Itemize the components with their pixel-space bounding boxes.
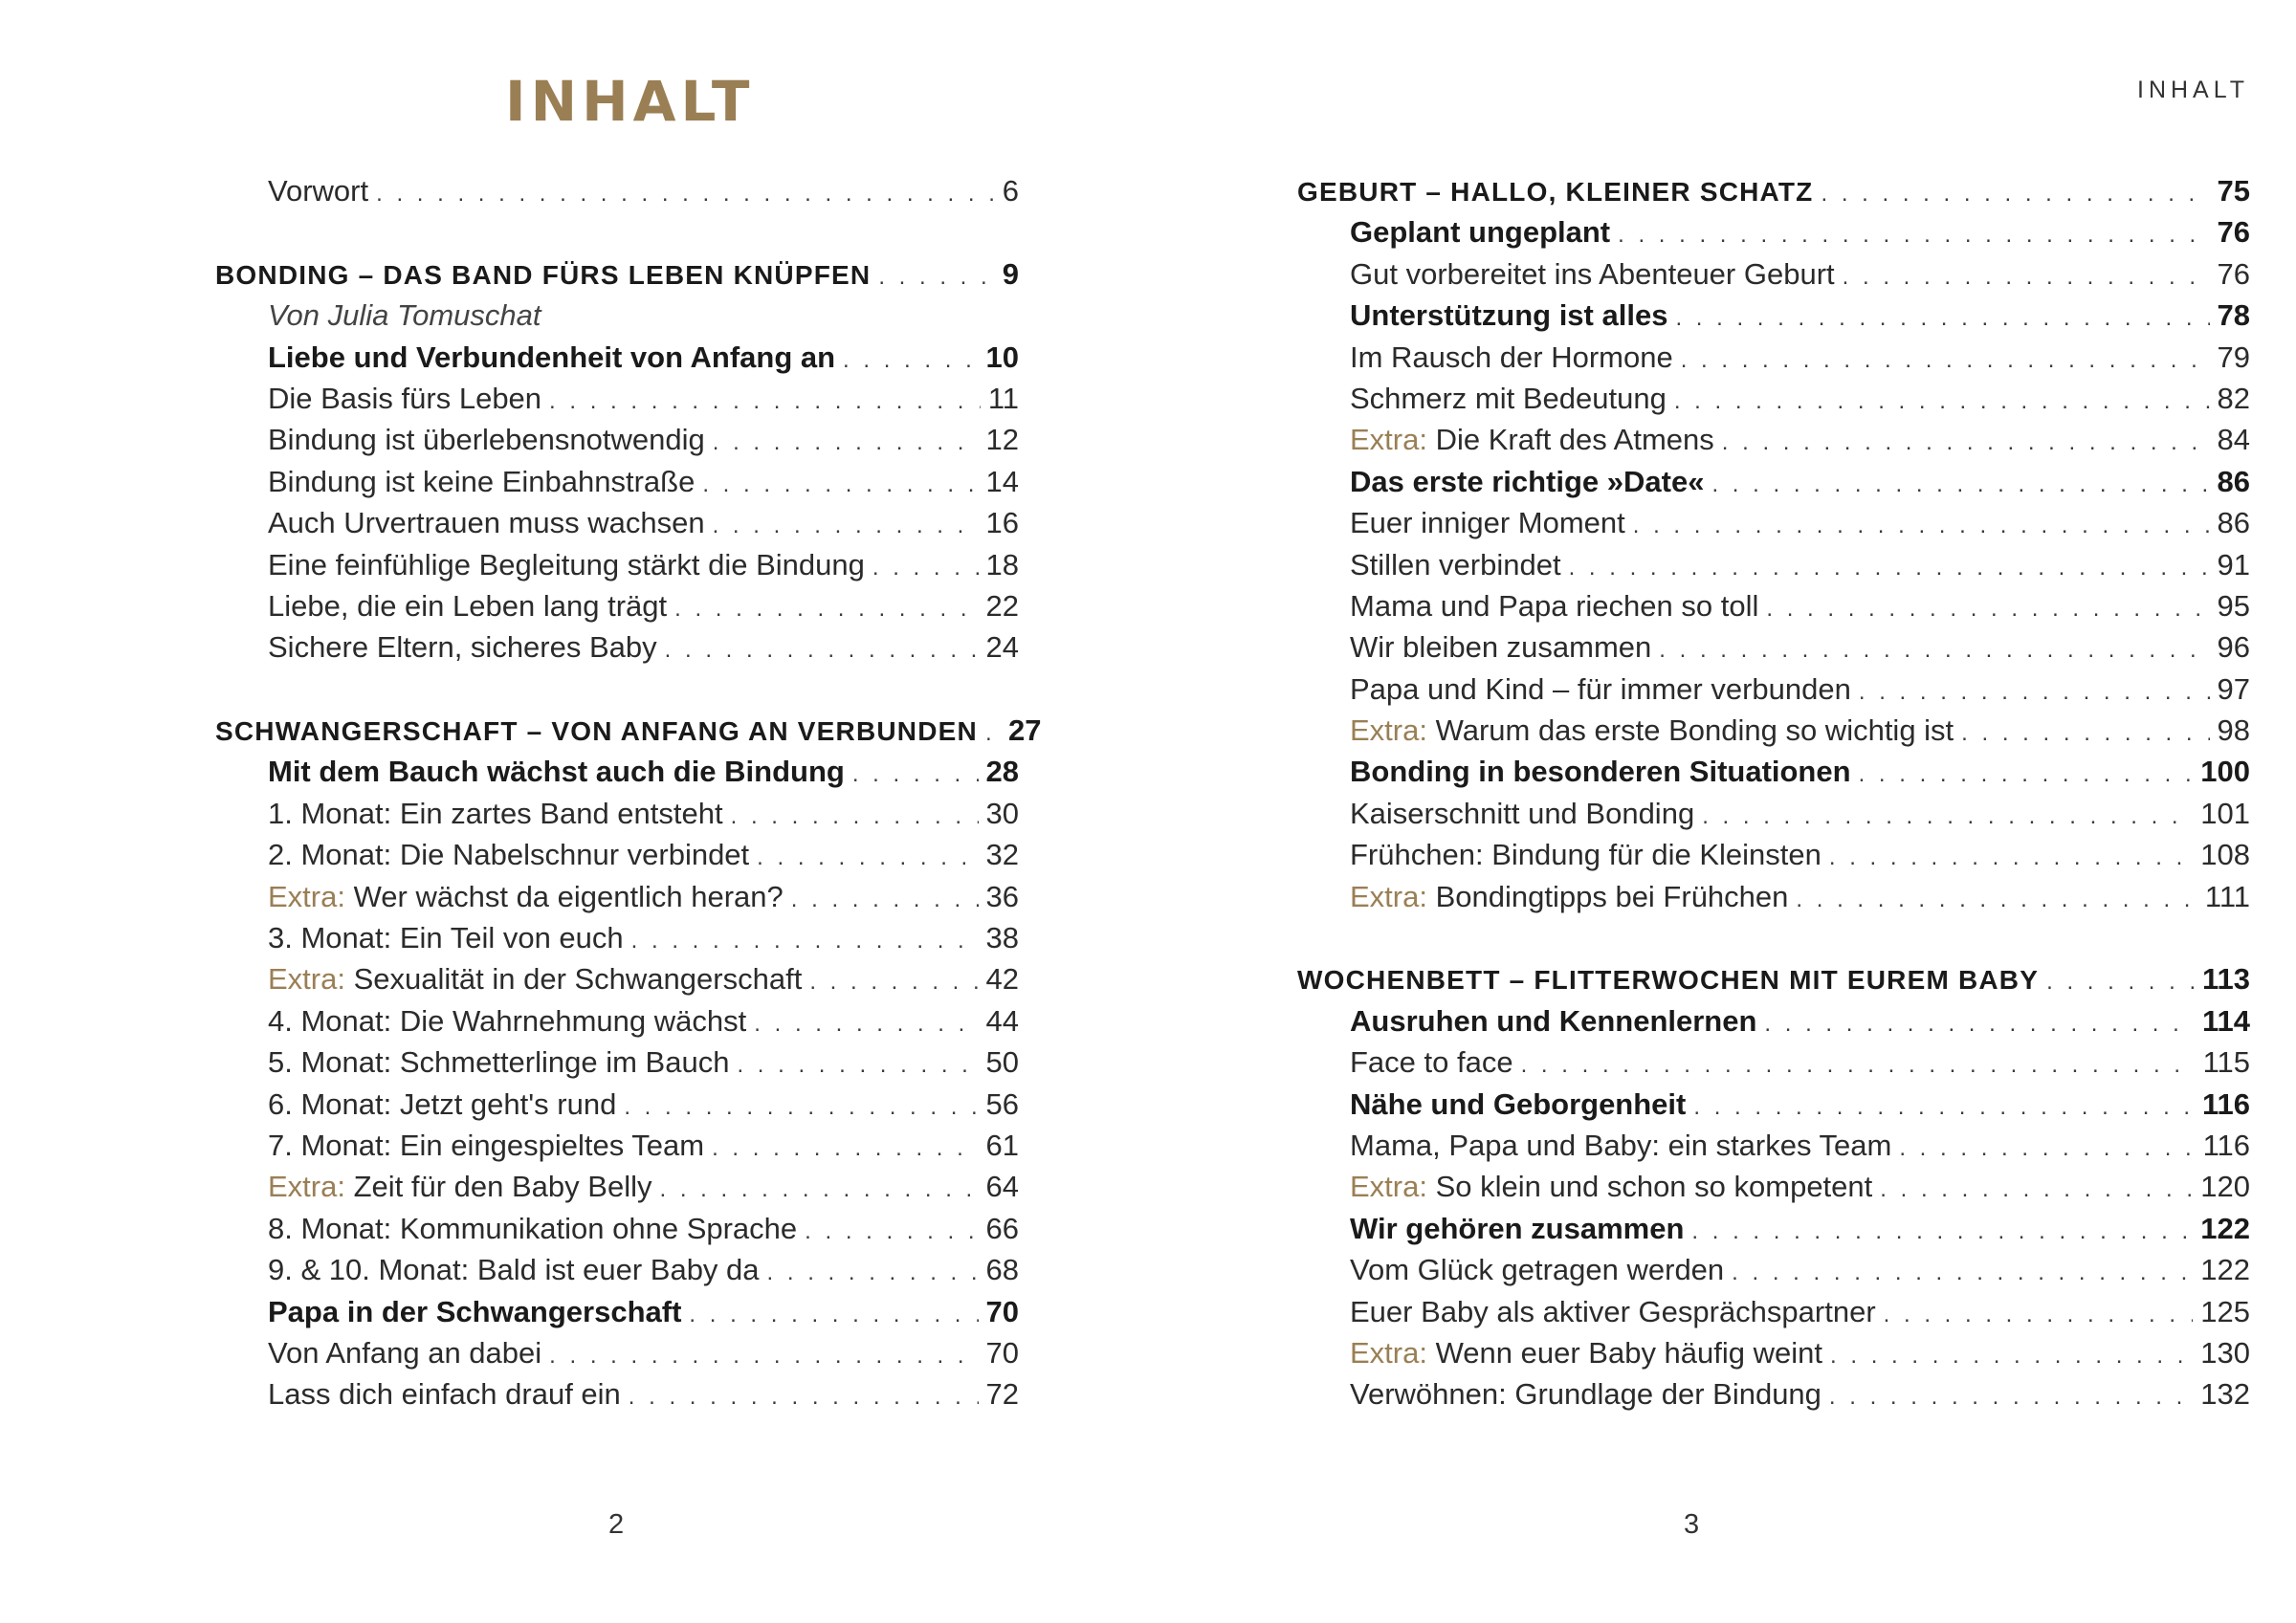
toc-page-number: 116 xyxy=(2202,1128,2250,1162)
toc-entry-text: Nähe und Geborgenheit xyxy=(1350,1086,1687,1121)
dot-leader xyxy=(1961,713,2209,754)
toc-page-number: 30 xyxy=(985,796,1019,830)
toc-entry-text: 2. Monat: Die Nabelschnur verbindet xyxy=(268,838,750,872)
toc-entry xyxy=(215,1332,1019,1373)
toc-entry-title xyxy=(268,585,667,626)
dot-leader xyxy=(1764,1003,2195,1044)
toc-page-number: 101 xyxy=(2200,796,2250,830)
dot-leader xyxy=(665,629,979,670)
page-number: 3 xyxy=(1684,1509,1700,1540)
toc-entry-text: SCHWANGERSCHAFT – VON ANFANG AN VERBUNDEN xyxy=(215,716,978,747)
toc-entry-text: Sichere Eltern, sicheres Baby xyxy=(268,630,657,665)
toc-entry xyxy=(1297,337,2250,378)
dot-leader xyxy=(805,1211,978,1252)
toc-entry xyxy=(1297,710,2250,751)
dot-leader xyxy=(1675,297,2209,339)
toc-entry-text: Bindung ist überlebensnotwendig xyxy=(268,423,705,457)
toc-page-number: 96 xyxy=(2217,630,2250,665)
toc-page-number: 78 xyxy=(2217,298,2250,333)
toc-page-number: 122 xyxy=(2200,1211,2250,1245)
toc-entry-title xyxy=(1350,544,1561,585)
toc-page-number: 91 xyxy=(2217,547,2250,581)
extra-label: Extra: xyxy=(268,1170,345,1204)
toc-entry-title xyxy=(268,419,705,460)
toc-entry xyxy=(1297,461,2250,502)
dot-leader xyxy=(757,837,978,878)
dot-leader xyxy=(1633,505,2210,546)
toc-entry xyxy=(1297,669,2250,710)
toc-entry xyxy=(215,461,1019,502)
toc-entry-text: Bindung ist keine Einbahnstraße xyxy=(268,464,695,498)
toc-entry-title xyxy=(1350,1208,1684,1249)
dot-leader xyxy=(1766,588,2209,629)
page-title: INHALT xyxy=(505,69,755,134)
dot-leader xyxy=(1732,1252,2193,1293)
toc-entry-text: Zeit für den Baby Belly xyxy=(353,1170,652,1204)
toc-entry-title xyxy=(1350,502,1625,543)
toc-entry-text: Mama, Papa und Baby: ein starkes Team xyxy=(1350,1128,1892,1162)
dot-leader xyxy=(1899,1128,2195,1169)
toc-entry-title xyxy=(268,378,541,419)
toc-entry-text: 3. Monat: Ein Teil von euch xyxy=(268,921,624,955)
toc-entry-text: 9. & 10. Monat: Bald ist euer Baby da xyxy=(268,1253,760,1287)
toc-entry-text: Wir bleiben zusammen xyxy=(1350,630,1652,665)
toc-page-number: 70 xyxy=(985,1335,1019,1370)
dot-leader xyxy=(1659,629,2209,670)
toc-entry-text: Bondingtipps bei Frühchen xyxy=(1435,879,1789,913)
toc-entry-text: Die Kraft des Atmens xyxy=(1435,423,1714,457)
toc-entry-title xyxy=(1297,959,2039,1000)
toc-entry-title xyxy=(268,876,784,917)
toc-page-number: 38 xyxy=(985,921,1019,955)
toc-entry-text: 8. Monat: Kommunikation ohne Sprache xyxy=(268,1211,798,1245)
toc-entry xyxy=(215,544,1019,585)
dot-leader xyxy=(631,920,979,961)
dot-leader xyxy=(1880,1169,2193,1210)
toc-page-number: 12 xyxy=(985,423,1019,457)
toc-entry-title xyxy=(1350,378,1667,419)
toc-entry-title xyxy=(1350,253,1835,295)
dot-leader xyxy=(549,1335,978,1376)
toc-entry-title xyxy=(1350,585,1758,626)
toc-entry-text: Papa und Kind – für immer verbunden xyxy=(1350,671,1851,706)
toc-entry-title xyxy=(268,1373,621,1415)
toc-entry-text: WOCHENBETT – FLITTERWOCHEN MIT EUREM BABY xyxy=(1297,965,2040,996)
toc-page-number: 130 xyxy=(2200,1335,2250,1370)
toc-entry xyxy=(1297,1332,2250,1373)
toc-entry-text: Gut vorbereitet ins Abenteuer Geburt xyxy=(1350,256,1835,291)
dot-leader xyxy=(731,796,979,837)
dot-leader xyxy=(1830,1335,2193,1376)
extra-label: Extra: xyxy=(1350,1170,1427,1204)
toc-entry xyxy=(215,1373,1019,1415)
toc-page-number: 75 xyxy=(2217,174,2250,208)
toc-entry-title xyxy=(1350,793,1694,834)
toc-entry-title xyxy=(268,1208,797,1249)
toc-entry xyxy=(215,1084,1019,1125)
extra-label: Extra: xyxy=(268,879,345,913)
toc-entry xyxy=(215,1249,1019,1290)
toc-page-number: 108 xyxy=(2200,838,2250,872)
dot-leader xyxy=(376,173,995,214)
toc-entry-text: BONDING – DAS BAND FÜRS LEBEN KNÜPFEN xyxy=(215,259,872,290)
toc-entry xyxy=(215,502,1019,543)
dot-leader xyxy=(1859,671,2210,713)
toc-entry-title xyxy=(268,1000,746,1042)
toc-entry xyxy=(215,1000,1019,1042)
toc-entry xyxy=(215,1166,1019,1207)
toc-entry-title xyxy=(1350,1373,1821,1415)
toc-entry-title xyxy=(1350,1084,1686,1125)
toc-entry xyxy=(215,170,1019,211)
toc-entry-text: Im Rausch der Hormone xyxy=(1350,340,1673,374)
toc-entry-text: Liebe und Verbundenheit von Anfang an xyxy=(268,340,836,374)
toc-entry xyxy=(1297,1125,2250,1166)
toc-entry-text: Bonding in besonderen Situationen xyxy=(1350,755,1851,789)
toc-entry xyxy=(1297,1208,2250,1249)
toc-entry-title xyxy=(1350,626,1651,668)
toc-entry-title xyxy=(268,834,749,875)
dot-leader xyxy=(713,505,979,546)
dot-leader xyxy=(1618,214,2209,255)
toc-entry xyxy=(1297,1249,2250,1290)
toc-entry xyxy=(215,626,1019,668)
toc-entry-title xyxy=(268,626,657,668)
toc-entry-text: Unterstützung ist alles xyxy=(1350,298,1668,333)
toc-entry-text: Face to face xyxy=(1350,1045,1513,1080)
toc-entry xyxy=(215,295,1019,336)
toc-entry xyxy=(215,378,1019,419)
dot-leader xyxy=(809,961,978,1002)
toc-entry-text: Von Anfang an dabei xyxy=(268,1335,542,1370)
toc-entry-title xyxy=(1350,1166,1872,1207)
toc-page-number: 113 xyxy=(2201,962,2250,997)
toc-entry-title xyxy=(1350,337,1673,378)
toc-page-number: 84 xyxy=(2217,423,2250,457)
toc-entry xyxy=(1297,1084,2250,1125)
dot-leader xyxy=(1722,422,2210,463)
toc-page-number: 100 xyxy=(2200,755,2250,789)
toc-entry xyxy=(215,876,1019,917)
toc-entry-text: Euer Baby als aktiver Gesprächspartner xyxy=(1350,1294,1876,1328)
dot-leader xyxy=(1884,1294,2194,1335)
toc-entry-text: Verwöhnen: Grundlage der Bindung xyxy=(1350,1377,1821,1412)
toc-entry-text: Wenn euer Baby häufig weint xyxy=(1435,1335,1823,1370)
toc-page-number: 64 xyxy=(985,1170,1019,1204)
toc-entry-title xyxy=(268,170,368,211)
toc-entry-text: Von Julia Tomuschat xyxy=(268,298,541,333)
toc-entry-title xyxy=(268,1125,704,1166)
table-of-contents-right xyxy=(1297,170,2250,1415)
toc-entry xyxy=(1297,378,2250,419)
toc-entry-text: 6. Monat: Jetzt geht's rund xyxy=(268,1086,617,1121)
toc-entry-text: Wir gehören zusammen xyxy=(1350,1211,1685,1245)
toc-page-number: 10 xyxy=(985,340,1019,374)
dot-leader xyxy=(1674,381,2210,422)
toc-entry-title xyxy=(1350,461,1704,502)
toc-page-number: 9 xyxy=(1002,256,1019,291)
toc-page-number: 116 xyxy=(2201,1086,2250,1121)
extra-label: Extra: xyxy=(1350,879,1427,913)
toc-entry xyxy=(215,751,1019,792)
toc-page-number: 22 xyxy=(985,588,1019,623)
toc-entry xyxy=(215,793,1019,834)
dot-leader xyxy=(754,1003,978,1044)
toc-page-number: 98 xyxy=(2217,713,2250,748)
toc-entry xyxy=(215,1042,1019,1083)
extra-label: Extra: xyxy=(1350,1335,1427,1370)
toc-entry-title xyxy=(268,337,835,378)
toc-entry-title xyxy=(268,295,541,336)
toc-page-number: 24 xyxy=(985,630,1019,665)
dot-leader xyxy=(985,713,1001,754)
toc-entry xyxy=(215,958,1019,999)
toc-page-number: 97 xyxy=(2217,671,2250,706)
dot-leader xyxy=(878,256,994,297)
dot-leader xyxy=(689,1294,978,1335)
toc-entry-title xyxy=(268,958,802,999)
toc-page-number: 76 xyxy=(2217,215,2250,250)
toc-page-number: 86 xyxy=(2217,506,2250,540)
extra-label: Extra: xyxy=(1350,713,1427,748)
extra-label: Extra: xyxy=(1350,423,1427,457)
toc-entry-text: Kaiserschnitt und Bonding xyxy=(1350,796,1695,830)
toc-page-number: 66 xyxy=(985,1211,1019,1245)
dot-leader xyxy=(712,1128,978,1169)
toc-entry xyxy=(1297,876,2250,917)
toc-entry xyxy=(1297,1042,2250,1083)
toc-entry-title xyxy=(268,751,845,792)
toc-entry-text: Mit dem Bauch wächst auch die Bindung xyxy=(268,755,845,789)
toc-entry-text: Euer inniger Moment xyxy=(1350,506,1625,540)
toc-entry xyxy=(1297,544,2250,585)
dot-leader xyxy=(1829,1376,2193,1417)
toc-entry xyxy=(215,585,1019,626)
toc-entry-text: Vom Glück getragen werden xyxy=(1350,1253,1725,1287)
toc-entry xyxy=(1297,211,2250,252)
toc-entry xyxy=(215,1291,1019,1332)
toc-entry-text: GEBURT – HALLO, KLEINER SCHATZ xyxy=(1297,177,1814,207)
page-number: 2 xyxy=(608,1509,625,1540)
toc-entry xyxy=(1297,834,2250,875)
toc-entry xyxy=(1297,253,2250,295)
toc-entry-title xyxy=(1350,669,1851,710)
toc-page-number: 32 xyxy=(985,838,1019,872)
toc-page-number: 76 xyxy=(2217,256,2250,291)
toc-entry-title xyxy=(268,544,865,585)
dot-leader xyxy=(1843,256,2210,297)
toc-entry-title xyxy=(1350,1291,1876,1332)
toc-entry-text: Liebe, die ein Leben lang trägt xyxy=(268,588,668,623)
toc-page-number: 111 xyxy=(2204,879,2250,913)
toc-page-number: 6 xyxy=(1002,174,1019,208)
toc-entry-title xyxy=(215,254,871,296)
toc-entry-text: 7. Monat: Ein eingespieltes Team xyxy=(268,1128,705,1162)
toc-entry-text: Schmerz mit Bedeutung xyxy=(1350,381,1667,415)
toc-entry-title xyxy=(268,461,695,502)
toc-entry xyxy=(1297,1373,2250,1415)
toc-page-number: 36 xyxy=(985,879,1019,913)
toc-section-heading xyxy=(215,253,1019,295)
toc-entry-title xyxy=(1350,834,1821,875)
toc-page-number: 42 xyxy=(985,962,1019,997)
toc-entry-text: Eine feinfühlige Begleitung stärkt die Bindung xyxy=(268,547,865,581)
toc-entry-text: Papa in der Schwangerschaft xyxy=(268,1294,682,1328)
toc-entry-title xyxy=(1350,1042,1513,1083)
toc-entry-text: 4. Monat: Die Wahrnehmung wächst xyxy=(268,1003,747,1038)
toc-entry-title xyxy=(268,1291,681,1332)
toc-page-number: 114 xyxy=(2201,1003,2250,1038)
toc-page-number: 68 xyxy=(985,1253,1019,1287)
dot-leader xyxy=(767,1252,979,1293)
toc-entry xyxy=(1297,502,2250,543)
toc-entry xyxy=(215,419,1019,460)
toc-entry-title xyxy=(1350,295,1667,336)
toc-entry-text: Das erste richtige »Date« xyxy=(1350,464,1705,498)
toc-page-number: 132 xyxy=(2200,1377,2250,1412)
table-of-contents-left xyxy=(215,170,1042,1415)
dot-leader xyxy=(1821,173,2209,214)
toc-entry xyxy=(215,1208,1019,1249)
toc-page-number: 61 xyxy=(985,1128,1019,1162)
dot-leader xyxy=(872,547,979,588)
toc-section-heading xyxy=(1297,170,2250,211)
dot-leader xyxy=(843,340,978,381)
toc-entry-text: Ausruhen und Kennenlernen xyxy=(1350,1003,1757,1038)
toc-entry-text: Sexualität in der Schwangerschaft xyxy=(353,962,803,997)
toc-entry-text: Stillen verbindet xyxy=(1350,547,1561,581)
toc-entry xyxy=(1297,626,2250,668)
toc-page-number: 18 xyxy=(985,547,1019,581)
toc-entry-title xyxy=(215,711,978,752)
toc-entry-title xyxy=(1350,211,1610,252)
toc-entry-text: Geplant ungeplant xyxy=(1350,215,1611,250)
toc-page-number: 70 xyxy=(985,1294,1019,1328)
toc-entry-text: Lass dich einfach drauf ein xyxy=(268,1377,621,1412)
toc-entry xyxy=(1297,793,2250,834)
toc-entry-title xyxy=(268,502,705,543)
toc-entry-text: Warum das erste Bonding so wichtig ist xyxy=(1435,713,1954,748)
dot-leader xyxy=(674,588,978,629)
toc-entry-title xyxy=(268,1332,541,1373)
toc-entry xyxy=(215,917,1019,958)
dot-leader xyxy=(1521,1044,2196,1086)
toc-entry-text: Wer wächst da eigentlich heran? xyxy=(353,879,784,913)
dot-leader xyxy=(624,1086,978,1128)
toc-entry xyxy=(215,834,1019,875)
dot-leader xyxy=(1711,464,2209,505)
toc-entry-title xyxy=(1350,1249,1724,1290)
toc-page-number: 95 xyxy=(2217,588,2250,623)
toc-entry xyxy=(1297,751,2250,792)
toc-section-heading xyxy=(1297,958,2250,999)
toc-page-number: 82 xyxy=(2217,381,2250,415)
toc-entry-title xyxy=(1350,1125,1891,1166)
dot-leader xyxy=(791,879,979,920)
toc-entry-text: Auch Urvertrauen muss wachsen xyxy=(268,506,705,540)
toc-entry-title xyxy=(1350,751,1851,792)
dot-leader xyxy=(629,1376,979,1417)
toc-entry xyxy=(1297,1166,2250,1207)
toc-entry xyxy=(215,1125,1019,1166)
toc-entry-title xyxy=(268,917,624,958)
toc-entry-title xyxy=(268,1249,760,1290)
toc-entry-title xyxy=(268,1166,651,1207)
right-page xyxy=(1148,0,2296,1623)
toc-entry-title xyxy=(1350,710,1954,751)
dot-leader xyxy=(1681,340,2210,381)
toc-page-number: 27 xyxy=(1007,713,1042,748)
dot-leader xyxy=(2046,961,2195,1002)
toc-entry-title xyxy=(268,1084,616,1125)
dot-leader xyxy=(1691,1211,2193,1252)
toc-entry xyxy=(1297,1291,2250,1332)
toc-page-number: 125 xyxy=(2200,1294,2250,1328)
toc-page-number: 122 xyxy=(2200,1253,2250,1287)
toc-entry-text: Mama und Papa riechen so toll xyxy=(1350,588,1759,623)
toc-entry-text: 5. Monat: Schmetterlinge im Bauch xyxy=(268,1045,730,1080)
toc-entry-text: Vorwort xyxy=(268,174,369,208)
toc-page-number: 50 xyxy=(985,1045,1019,1080)
toc-entry-title xyxy=(1350,1332,1822,1373)
toc-page-number: 79 xyxy=(2217,340,2250,374)
dot-leader xyxy=(737,1044,978,1086)
dot-leader xyxy=(702,464,978,505)
dot-leader xyxy=(1569,547,2210,588)
toc-page-number: 28 xyxy=(985,755,1019,789)
toc-entry xyxy=(215,337,1019,378)
dot-leader xyxy=(1796,879,2197,920)
dot-leader xyxy=(1859,754,2194,795)
toc-page-number: 16 xyxy=(985,506,1019,540)
toc-page-number: 115 xyxy=(2202,1045,2250,1080)
toc-section-heading xyxy=(215,710,1042,751)
toc-entry xyxy=(1297,419,2250,460)
dot-leader xyxy=(713,422,979,463)
toc-entry-text: Die Basis fürs Leben xyxy=(268,381,542,415)
toc-entry-text: 1. Monat: Ein zartes Band entsteht xyxy=(268,796,723,830)
toc-page-number: 72 xyxy=(985,1377,1019,1412)
extra-label: Extra: xyxy=(268,962,345,997)
toc-page-number: 120 xyxy=(2200,1170,2250,1204)
toc-entry xyxy=(1297,585,2250,626)
toc-entry-text: Frühchen: Bindung für die Kleinsten xyxy=(1350,838,1821,872)
dot-leader xyxy=(1693,1086,2195,1128)
toc-page-number: 11 xyxy=(987,381,1019,415)
dot-leader xyxy=(549,381,981,422)
toc-entry xyxy=(1297,1000,2250,1042)
toc-entry xyxy=(1297,295,2250,336)
dot-leader xyxy=(1702,796,2193,837)
toc-entry-title xyxy=(1297,171,1813,212)
toc-page-number: 86 xyxy=(2217,464,2250,498)
toc-entry-title xyxy=(1350,419,1714,460)
toc-entry-title xyxy=(1350,876,1788,917)
toc-page-number: 56 xyxy=(985,1086,1019,1121)
dot-leader xyxy=(1829,837,2193,878)
toc-page-number: 14 xyxy=(985,464,1019,498)
toc-entry-text: So klein und schon so kompetent xyxy=(1435,1170,1873,1204)
dot-leader xyxy=(659,1169,978,1210)
toc-entry-title xyxy=(268,793,723,834)
running-head: INHALT xyxy=(2137,77,2250,103)
toc-entry-title xyxy=(268,1042,729,1083)
dot-leader xyxy=(852,754,979,795)
toc-entry-title xyxy=(1350,1000,1756,1042)
toc-page-number: 44 xyxy=(985,1003,1019,1038)
